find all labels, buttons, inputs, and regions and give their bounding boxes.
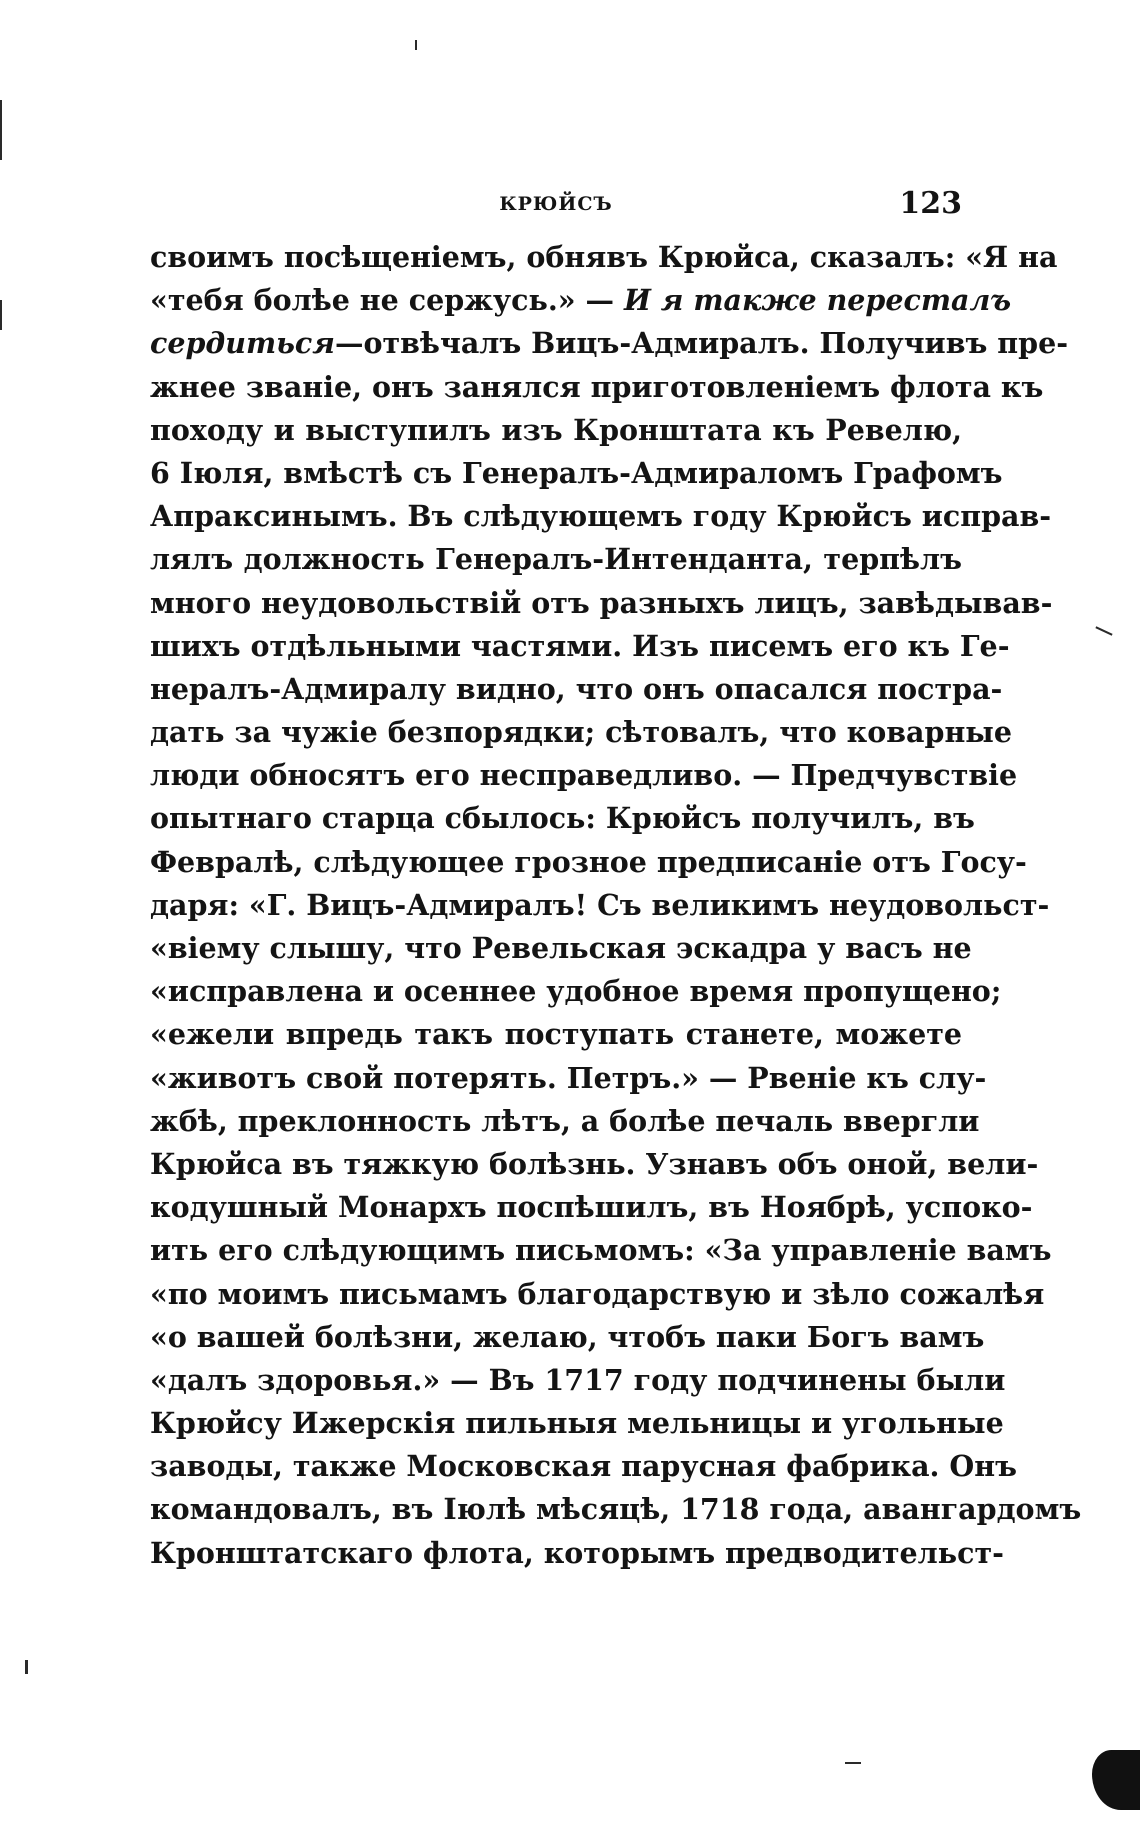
text-line — [150, 797, 975, 840]
italic-segment: И я также пересталъ — [623, 283, 1012, 318]
text-line — [150, 884, 1050, 927]
text-line — [150, 841, 1027, 884]
text-segment: дать за чужіе безпорядки; сѣтовалъ, что коварные — [150, 715, 1012, 750]
text-line — [150, 1488, 1082, 1531]
scan-speck — [0, 300, 2, 330]
text-line — [150, 1532, 1004, 1575]
text-line — [150, 1316, 985, 1359]
text-segment: Крюйса въ тяжкую болѣзнь. Узнавъ объ оной, вели- — [150, 1146, 1039, 1181]
text-line — [150, 582, 1053, 625]
text-line — [150, 1143, 1039, 1186]
text-segment: своимъ посѣщеніемъ, обнявъ Крюйса, сказалъ: «Я на — [150, 240, 1058, 274]
text-segment: «тебя болѣе не сержусь.» — — [150, 283, 624, 318]
text-line — [150, 1057, 987, 1100]
text-segment: жнее званіе, онъ занялся приготовленіемъ флота къ — [150, 369, 1044, 404]
scan-speck — [0, 100, 2, 160]
text-segment: кодушный Монархъ поспѣшилъ, въ Ноябрѣ, успоко- — [150, 1190, 1033, 1225]
text-segment: 6 Іюля, вмѣстѣ съ Генералъ-Адмираломъ Графомъ — [150, 455, 1003, 490]
scan-speck — [1095, 626, 1112, 635]
text-line — [150, 1229, 1052, 1272]
text-segment: «о вашей болѣзни, желаю, чтобъ паки Богъ вамъ — [150, 1319, 985, 1354]
text-line — [150, 970, 1002, 1013]
text-line — [150, 409, 962, 452]
text-segment: командовалъ, въ Іюлѣ мѣсяцѣ, 1718 года, авангардомъ — [150, 1492, 1082, 1527]
text-segment: походу и выступилъ изъ Кронштата къ Ревелю, — [150, 412, 962, 447]
text-segment: «по моимъ письмамъ благодарствую и зѣло сожалѣя — [150, 1276, 1045, 1311]
text-line — [150, 1359, 1006, 1402]
text-segment: заводы, также Московская парусная фабрика. Онъ — [150, 1449, 1017, 1484]
text-segment: опытнаго старца сбылось: Крюйсъ получилъ, въ — [150, 801, 975, 836]
text-segment: Апраксинымъ. Въ слѣдующемъ году Крюйсъ исправ- — [150, 499, 1052, 534]
text-line — [150, 927, 972, 970]
text-line — [150, 1186, 1033, 1229]
text-line — [150, 754, 1018, 797]
text-line — [150, 538, 962, 581]
text-line — [150, 625, 1010, 668]
text-line — [150, 711, 1012, 754]
text-segment: нералъ-Адмиралу видно, что онъ опасался постра- — [150, 671, 1003, 706]
scan-ink-blot — [1092, 1750, 1140, 1810]
text-segment: «исправлена и осеннее удобное время пропущено; — [150, 974, 1002, 1009]
text-line — [150, 366, 1044, 409]
scan-speck — [415, 40, 417, 50]
text-segment: даря: «Г. Вицъ-Адмиралъ! Съ великимъ неудовольст- — [150, 887, 1050, 922]
text-segment: Февралѣ, слѣдующее грозное предписаніе отъ Госу- — [150, 844, 1027, 879]
text-line — [150, 1445, 1017, 1488]
text-line — [150, 1402, 1004, 1445]
text-segment: много неудовольствій отъ разныхъ лицъ, завѣдывав- — [150, 585, 1053, 620]
text-line — [150, 1100, 980, 1143]
text-segment: люди обносятъ его несправедливо. — Предчувствіе — [150, 758, 1018, 793]
text-line — [150, 236, 1058, 279]
text-segment: «животъ свой потерять. Петръ.» — Рвеніе къ слу- — [150, 1060, 987, 1095]
text-segment: Крюйсу Ижерскія пильныя мельницы и угольные — [150, 1406, 1004, 1441]
text-line — [150, 495, 1052, 538]
running-head — [150, 186, 962, 226]
text-segment: «далъ здоровья.» — Въ 1717 году подчинены были — [150, 1362, 1006, 1397]
text-line — [150, 668, 1003, 711]
text-segment: «віему слышу, что Ревельская эскадра у васъ не — [150, 931, 972, 965]
running-title: крюйсъ — [499, 186, 613, 217]
text-segment: Кронштатскаго флота, которымъ предводительст- — [150, 1535, 1004, 1570]
body-text — [150, 236, 1082, 1575]
text-segment: «ежели впредь такъ поступать станете, можете — [150, 1017, 962, 1052]
text-segment: жбѣ, преклонность лѣтъ, а болѣе печаль ввергли — [150, 1103, 980, 1138]
italic-segment: сердиться — [150, 326, 335, 361]
page-number: 123 — [899, 186, 962, 221]
text-segment: —отвѣчалъ Вицъ-Адмиралъ. Получивъ пре- — [334, 326, 1069, 361]
text-line — [150, 452, 1003, 495]
text-segment: лялъ должность Генералъ-Интенданта, терпѣлъ — [150, 542, 962, 577]
text-line — [150, 1273, 1045, 1316]
text-line — [150, 322, 1069, 365]
scan-speck — [845, 1762, 861, 1764]
text-line — [150, 279, 1012, 322]
scan-speck — [25, 1660, 28, 1674]
text-segment: ить его слѣдующимъ письмомъ: «За управленіе вамъ — [150, 1233, 1052, 1268]
text-line — [150, 1013, 962, 1056]
text-segment: шихъ отдѣльными частями. Изъ писемъ его къ Ге- — [150, 628, 1010, 663]
